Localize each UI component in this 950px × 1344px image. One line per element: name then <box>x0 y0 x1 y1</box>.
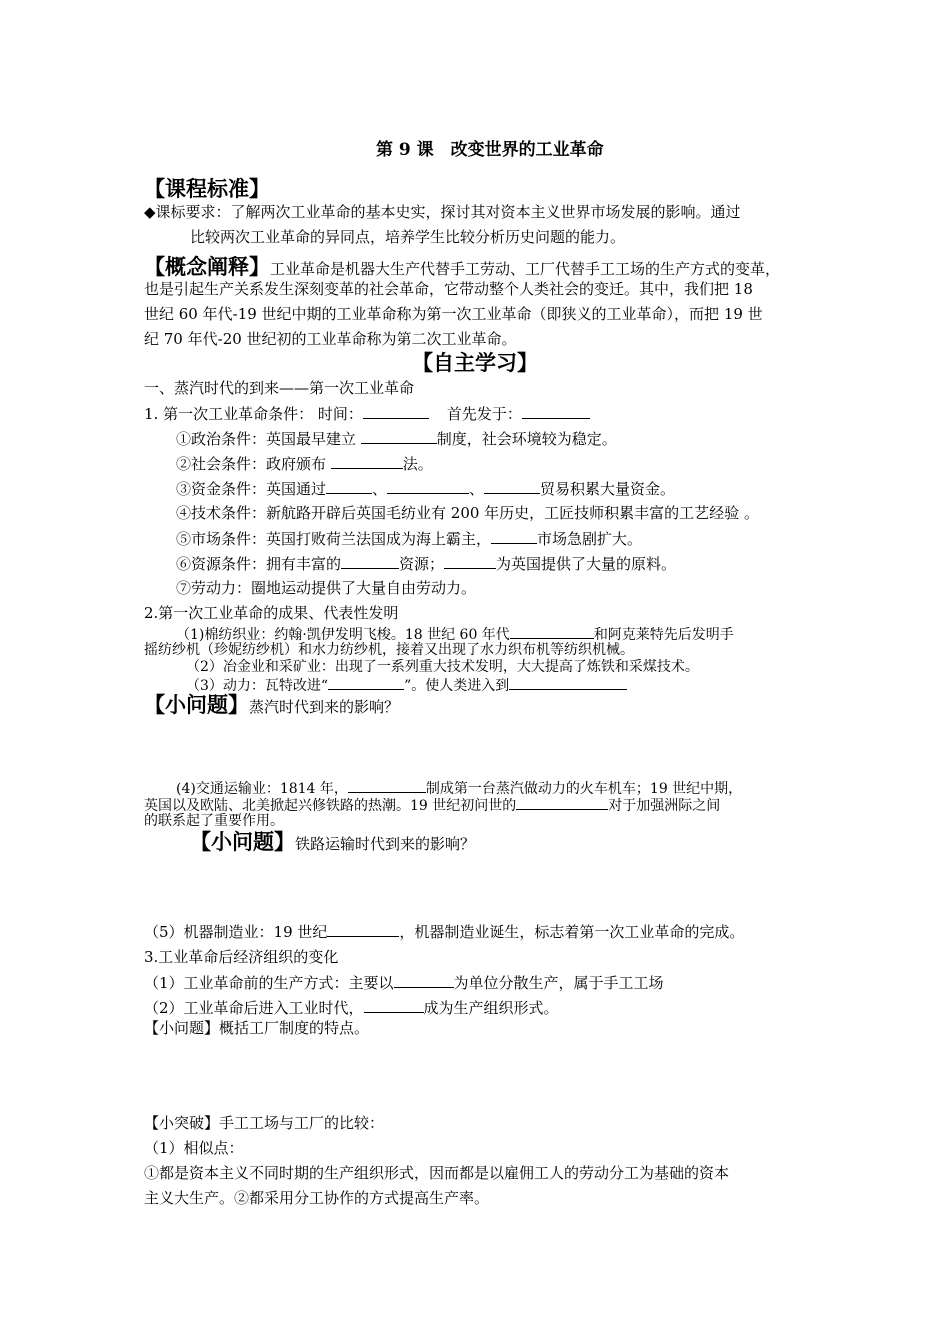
condition-resource-text: ⑥资源条件：拥有丰富的 <box>176 555 342 573</box>
economy-before-text: （1）工业革命前的生产方式：主要以 <box>144 974 394 992</box>
concept-paragraph-line-1 <box>144 254 780 280</box>
blank-resource-1[interactable] <box>341 553 399 569</box>
economy-before-tail: 为单位分散生产，属于手工工场 <box>453 974 664 992</box>
blank-capital-2[interactable] <box>387 478 469 494</box>
q1-time-label: 1. 第一次工业革命条件： 时间： <box>144 405 363 423</box>
achievement-metallurgy: （2）冶金业和采矿业：出现了一系列重大技术发明，大大提高了炼铁和采煤技术。 <box>186 659 699 675</box>
condition-social <box>176 453 433 474</box>
power-mid: ”。使人类进入到 <box>404 678 510 694</box>
self-study-heading: 【自主学习】 <box>412 350 538 375</box>
machinery-text: （5）机器制造业：19 世纪 <box>144 923 328 941</box>
transport-text: (4)交通运输业：1814 年， <box>176 781 348 797</box>
achievement-transport-3: 的联系起了重要作用。 <box>144 813 284 829</box>
condition-resource-tail: 为英国提供了大量的原料。 <box>496 555 677 573</box>
standard-requirement-line-2: 比较两次工业革命的异同点，培养学生比较分析历史问题的能力。 <box>190 228 626 246</box>
small-question-2-heading: 【小问题】 <box>190 829 295 854</box>
similarities-line-1: ①都是资本主义不同时期的生产组织形式，因而都是以雇佣工人的劳动分工为基础的资本 <box>144 1164 730 1182</box>
concept-paragraph-line-2: 也是引起生产关系发生深刻变革的社会革命，它带动整个人类社会的变迁。其中，我们把 18 <box>144 280 753 298</box>
condition-capital-sep-2: 、 <box>469 480 485 498</box>
blank-capital-3[interactable] <box>484 478 540 494</box>
question-3-heading: 3.工业革命后经济组织的变化 <box>144 948 339 966</box>
achievement-machinery <box>144 921 744 942</box>
small-question-1 <box>144 692 399 718</box>
blank-economy-before[interactable] <box>394 972 454 988</box>
small-question-1-heading: 【小问题】 <box>144 692 249 717</box>
achievement-cotton-2: 摇纺纱机（珍妮纺纱机）和水力纺纱机，接着又出现了水力织布机等纺织机械。 <box>144 642 634 658</box>
transport-mid: 制成第一台蒸汽做动力的火车机车；19 世纪中期， <box>425 781 743 797</box>
condition-technology: ④技术条件：新航路开辟后英国毛纺业有 200 年历史，工匠技师积累丰富的工艺经验 。 <box>176 504 759 522</box>
cotton-tail: 和阿克莱特先后发明手 <box>593 627 734 643</box>
condition-market-text: ⑤市场条件：英国打败荷兰法国成为海上霸主， <box>176 530 492 548</box>
small-question-2 <box>190 829 475 855</box>
condition-labor: ⑦劳动力：圈地运动提供了大量自由劳动力。 <box>176 579 477 597</box>
blank-time[interactable] <box>363 403 429 419</box>
machinery-tail: ，机器制造业诞生，标志着第一次工业革命的完成。 <box>399 923 745 941</box>
transport-tail: 对于加强洲际之间 <box>608 798 721 814</box>
condition-resource-mid: 资源； <box>399 555 445 573</box>
blank-power-1[interactable] <box>328 676 404 690</box>
economy-after <box>144 997 559 1018</box>
concept-paragraph-line-4: 纪 70 年代-20 世纪初的工业革命称为第二次工业革命。 <box>144 330 517 348</box>
economy-after-tail: 成为生产组织形式。 <box>423 999 559 1017</box>
economy-before <box>144 972 664 993</box>
standard-requirement-line-1: ◆课标要求：了解两次工业革命的基本史实，探讨其对资本主义世界市场发展的影响。通过 <box>144 203 741 221</box>
lesson-title: 第 9 课 改变世界的工业革命 <box>376 140 604 160</box>
power-text: （3）动力：瓦特改进“ <box>186 678 329 694</box>
blank-economy-after[interactable] <box>364 997 424 1013</box>
condition-market-tail: 市场急剧扩大。 <box>537 530 643 548</box>
blank-capital-1[interactable] <box>326 478 372 494</box>
section-1-heading: 一、蒸汽时代的到来——第一次工业革命 <box>144 379 415 397</box>
cotton-text: （1)棉纺织业：约翰·凯伊发明飞梭。18 世纪 60 年代 <box>176 627 510 643</box>
blank-machinery[interactable] <box>327 921 399 937</box>
economy-after-text: （2）工业革命后进入工业时代， <box>144 999 364 1017</box>
concept-paragraph-line-3: 世纪 60 年代-19 世纪中期的工业革命称为第一次工业革命（即狭义的工业革命），而把 19 世 <box>144 305 763 323</box>
small-question-1-text: 蒸汽时代到来的影响？ <box>249 698 400 716</box>
condition-market <box>176 528 642 549</box>
blank-transport-2[interactable] <box>516 796 608 810</box>
condition-capital-sep-1: 、 <box>372 480 388 498</box>
condition-political <box>176 428 617 449</box>
breakthrough-heading: 【小突破】手工工场与工厂的比较： <box>144 1114 385 1132</box>
similarities-line-2: 主义大生产。②都采用分工协作的方式提高生产率。 <box>144 1189 490 1207</box>
condition-social-text: ②社会条件：政府颁布 <box>176 455 331 473</box>
blank-origin[interactable] <box>522 403 590 419</box>
concept-heading: 【概念阐释】 <box>144 254 270 279</box>
condition-capital-tail: 贸易积累大量资金。 <box>540 480 676 498</box>
similarities-heading: （1）相似点： <box>144 1139 244 1157</box>
condition-capital <box>176 478 675 499</box>
small-question-2-text: 铁路运输时代到来的影响？ <box>295 835 476 853</box>
blank-cotton[interactable] <box>510 625 594 639</box>
blank-social[interactable] <box>331 453 403 469</box>
blank-political[interactable] <box>361 428 437 444</box>
condition-capital-text: ③资金条件：英国通过 <box>176 480 327 498</box>
small-question-3: 【小问题】概括工厂制度的特点。 <box>144 1019 370 1037</box>
condition-resource <box>176 553 676 574</box>
q1-origin-label: 首先发于： <box>446 405 522 423</box>
condition-political-tail: 制度，社会环境较为稳定。 <box>436 430 617 448</box>
transport-text-2: 英国以及欧陆、北美掀起兴修铁路的热潮。19 世纪初问世的 <box>144 798 517 814</box>
concept-text-1: 工业革命是机器大生产代替手工劳动、工厂代替手工工场的生产方式的变革， <box>270 260 781 278</box>
condition-political-text: ①政治条件：英国最早建立 <box>176 430 361 448</box>
blank-resource-2[interactable] <box>444 553 496 569</box>
blank-market[interactable] <box>491 528 537 544</box>
blank-power-2[interactable] <box>509 676 627 690</box>
condition-social-tail: 法。 <box>402 455 433 473</box>
question-1-line <box>144 403 590 424</box>
course-standard-heading: 【课程标准】 <box>144 176 270 201</box>
blank-transport-1[interactable] <box>348 779 426 793</box>
question-2-heading: 2.第一次工业革命的成果、代表性发明 <box>144 604 399 622</box>
